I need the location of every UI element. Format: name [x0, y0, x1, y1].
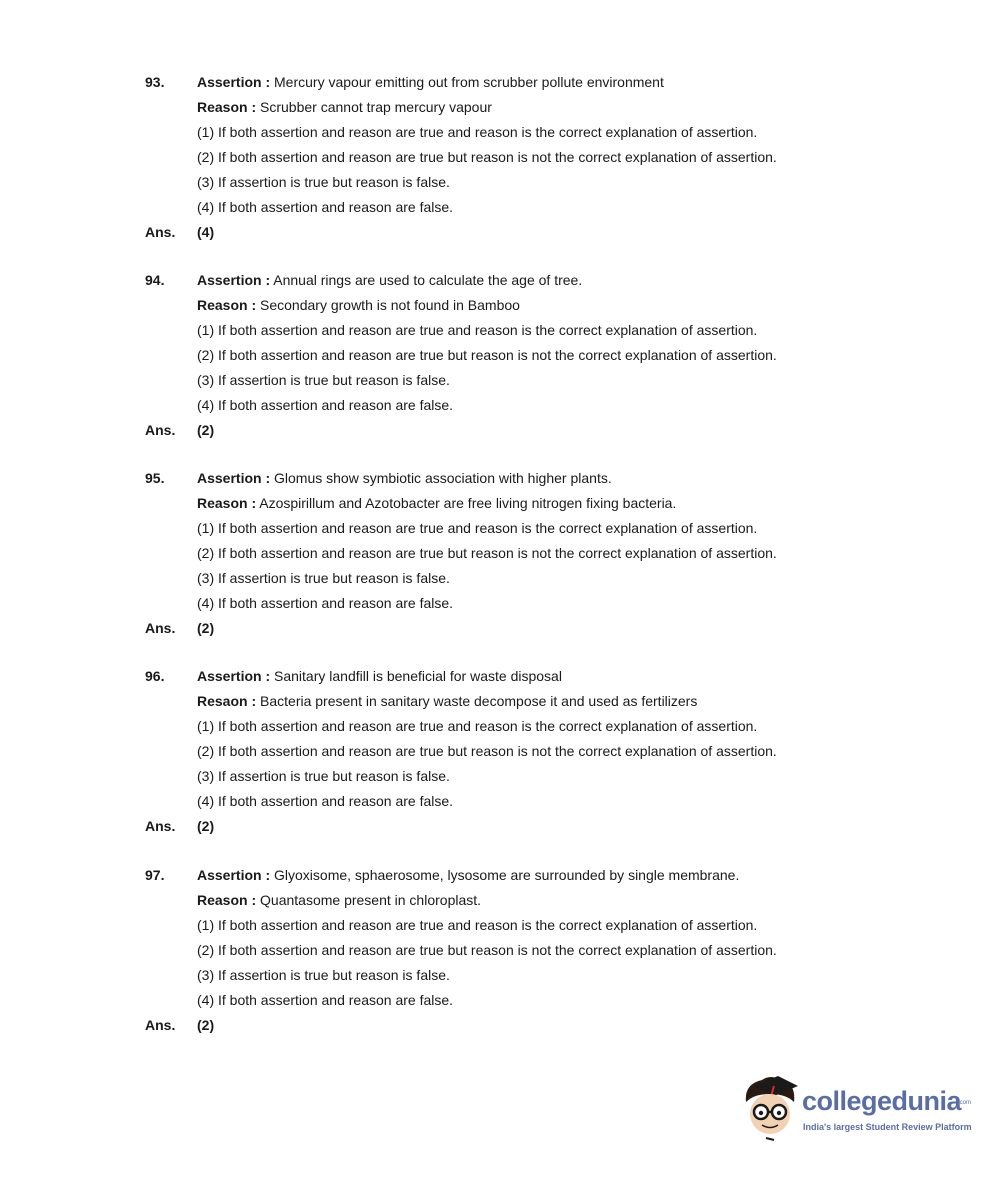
assertion-label: Assertion : [197, 867, 271, 883]
answer-value: (2) [197, 1017, 215, 1033]
answer-label: Ans. [145, 422, 176, 438]
option-1: (1) If both assertion and reason are true and reason is the correct explanation of assertion. [197, 917, 758, 933]
answer-value: (2) [197, 620, 215, 636]
option-2: (2) If both assertion and reason are true but reason is not the correct explanation of assertion. [197, 545, 777, 561]
option-1: (1) If both assertion and reason are true and reason is the correct explanation of assertion. [197, 718, 758, 734]
answer-value: (2) [197, 422, 215, 438]
assertion-label: Assertion : [197, 668, 271, 684]
reason-line [197, 892, 481, 908]
answer-label: Ans. [145, 620, 176, 636]
reason-text: Bacteria present in sanitary waste decompose it and used as fertilizers [260, 693, 698, 709]
mascot-icon [740, 1072, 802, 1144]
option-3: (3) If assertion is true but reason is false. [197, 174, 450, 190]
reason-line [197, 297, 520, 313]
reason-line [197, 495, 676, 511]
assertion-label: Assertion : [197, 74, 271, 90]
reason-text: Azospirillum and Azotobacter are free living nitrogen fixing bacteria. [259, 495, 677, 511]
assertion-text: Annual rings are used to calculate the age of tree. [273, 272, 583, 288]
assertion-line [197, 74, 664, 90]
option-4: (4) If both assertion and reason are false. [197, 595, 454, 611]
option-1: (1) If both assertion and reason are true and reason is the correct explanation of assertion. [197, 322, 758, 338]
assertion-text: Mercury vapour emitting out from scrubber pollute environment [274, 74, 664, 90]
reason-label: Resaon : [197, 693, 257, 709]
assertion-line [197, 272, 582, 288]
option-2: (2) If both assertion and reason are true but reason is not the correct explanation of assertion. [197, 942, 777, 958]
question-number: 94. [145, 272, 165, 288]
option-3: (3) If assertion is true but reason is false. [197, 967, 450, 983]
reason-text: Quantasome present in chloroplast. [260, 892, 482, 908]
option-4: (4) If both assertion and reason are false. [197, 992, 454, 1008]
assertion-label: Assertion : [197, 272, 271, 288]
option-3: (3) If assertion is true but reason is false. [197, 768, 450, 784]
question-number: 97. [145, 867, 165, 883]
assertion-line [197, 867, 739, 883]
assertion-line [197, 470, 612, 486]
option-4: (4) If both assertion and reason are false. [197, 793, 454, 809]
option-4: (4) If both assertion and reason are false. [197, 199, 454, 215]
reason-text: Secondary growth is not found in Bamboo [260, 297, 520, 313]
reason-label: Reason : [197, 297, 257, 313]
answer-value: (2) [197, 818, 215, 834]
assertion-text: Glyoxisome, sphaerosome, lysosome are surrounded by single membrane. [274, 867, 740, 883]
option-3: (3) If assertion is true but reason is false. [197, 372, 450, 388]
reason-label: Reason : [197, 99, 257, 115]
answer-label: Ans. [145, 224, 176, 240]
question-number: 93. [145, 74, 165, 90]
logo-tagline: India's largest Student Review Platform [803, 1122, 972, 1132]
option-3: (3) If assertion is true but reason is false. [197, 570, 450, 586]
assertion-text: Glomus show symbiotic association with higher plants. [274, 470, 612, 486]
option-2: (2) If both assertion and reason are true but reason is not the correct explanation of assertion. [197, 347, 777, 363]
reason-line [197, 693, 697, 709]
logo-wordmark: collegedunia [802, 1086, 962, 1116]
reason-label: Reason : [197, 495, 257, 511]
option-2: (2) If both assertion and reason are true but reason is not the correct explanation of assertion. [197, 743, 777, 759]
assertion-text: Sanitary landfill is beneficial for waste disposal [274, 668, 562, 684]
question-number: 95. [145, 470, 165, 486]
assertion-line [197, 668, 562, 684]
question-number: 96. [145, 668, 165, 684]
option-4: (4) If both assertion and reason are false. [197, 397, 454, 413]
answer-label: Ans. [145, 1017, 176, 1033]
answer-value: (4) [197, 224, 215, 240]
option-1: (1) If both assertion and reason are true and reason is the correct explanation of assertion. [197, 520, 758, 536]
reason-line [197, 99, 492, 115]
logo-suffix: .com [958, 1100, 972, 1106]
reason-label: Reason : [197, 892, 257, 908]
collegedunia-logo [740, 1072, 970, 1152]
option-1: (1) If both assertion and reason are true and reason is the correct explanation of assertion. [197, 124, 758, 140]
option-2: (2) If both assertion and reason are true but reason is not the correct explanation of assertion. [197, 149, 777, 165]
reason-text: Scrubber cannot trap mercury vapour [260, 99, 492, 115]
answer-label: Ans. [145, 818, 176, 834]
assertion-label: Assertion : [197, 470, 271, 486]
